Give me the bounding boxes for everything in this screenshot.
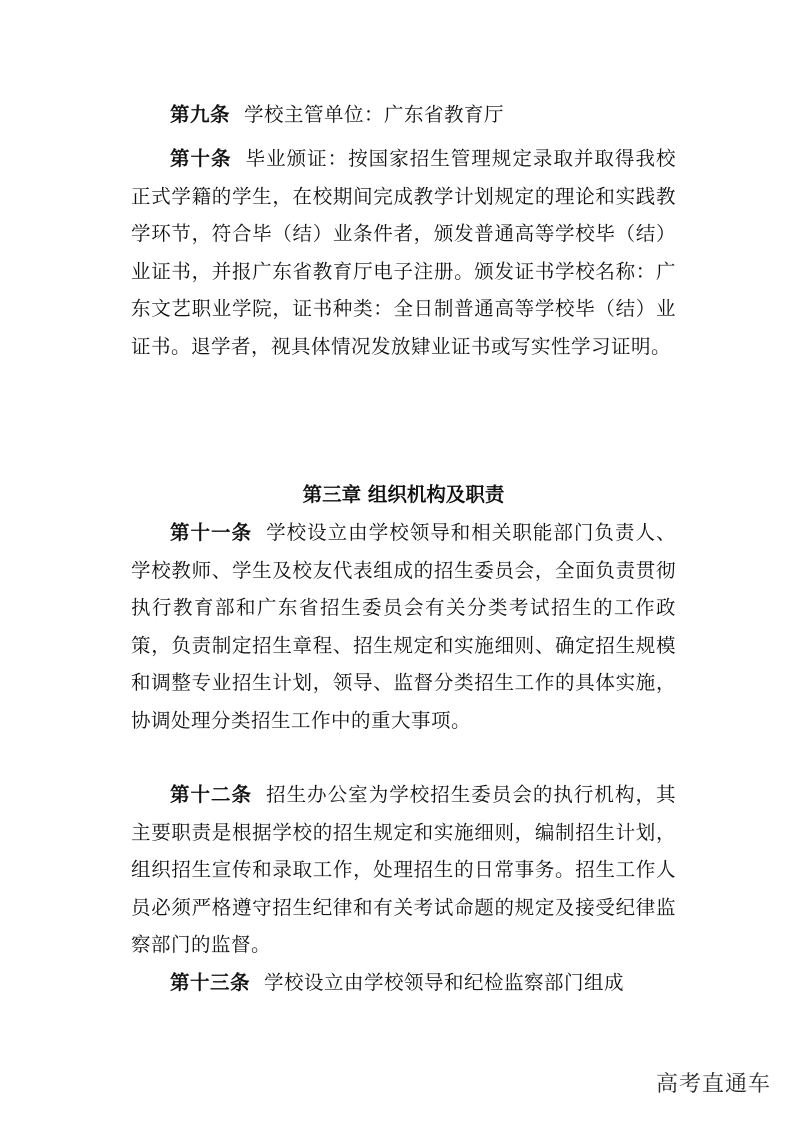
article-12 (131, 776, 676, 964)
chapter-3-heading: 第三章 组织机构及职责 (302, 483, 505, 506)
article-10 (131, 140, 676, 366)
article-11-label: 第十一条 (170, 521, 253, 544)
article-11 (131, 514, 676, 740)
article-10-label: 第十条 (170, 147, 232, 170)
article-12-label: 第十二条 (170, 783, 253, 806)
article-9-text: 学校主管单位：广东省教育厅 (244, 103, 505, 126)
article-9 (131, 96, 676, 134)
article-13-text: 学校设立由学校领导和纪检监察部门组成 (264, 971, 625, 994)
article-12-text: 招生办公室为学校招生委员会的执行机构，其主要职责是根据学校的招生规定和实施细则，编制招生计划，组织招生宣传和录取工作，处理招生的日常事务。招生工作人员必须严格遵守招生纪律和有关考试命题的规定及接受纪律监察部门的监督。 (131, 783, 676, 957)
article-13-label: 第十三条 (170, 971, 251, 994)
article-10-text: 毕业颁证：按国家招生管理规定录取并取得我校正式学籍的学生，在校期间完成教学计划规定的理论和实践教学环节，符合毕（结）业条件者，颁发普通高等学校毕（结）业证书，并报广东省教育厅电子注册。颁发证书学校名称：广东文艺职业学院，证书种类：全日制普通高等学校毕（结）业证书。退学者，视具体情况发放肄业证书或写实性学习证明。 (131, 147, 676, 358)
article-9-label: 第九条 (170, 103, 231, 126)
article-11-text: 学校设立由学校领导和相关职能部门负责人、学校教师、学生及校友代表组成的招生委员会，全面负责贯彻执行教育部和广东省招生委员会有关分类考试招生的工作政策，负责制定招生章程、招生规定和实施细则、确定招生规模和调整专业招生计划，领导、监督分类招生工作的具体实施，协调处理分类招生工作中的重大事项。 (131, 521, 676, 732)
watermark-text: 高考直通车 (655, 1072, 771, 1097)
article-13 (131, 964, 676, 1002)
